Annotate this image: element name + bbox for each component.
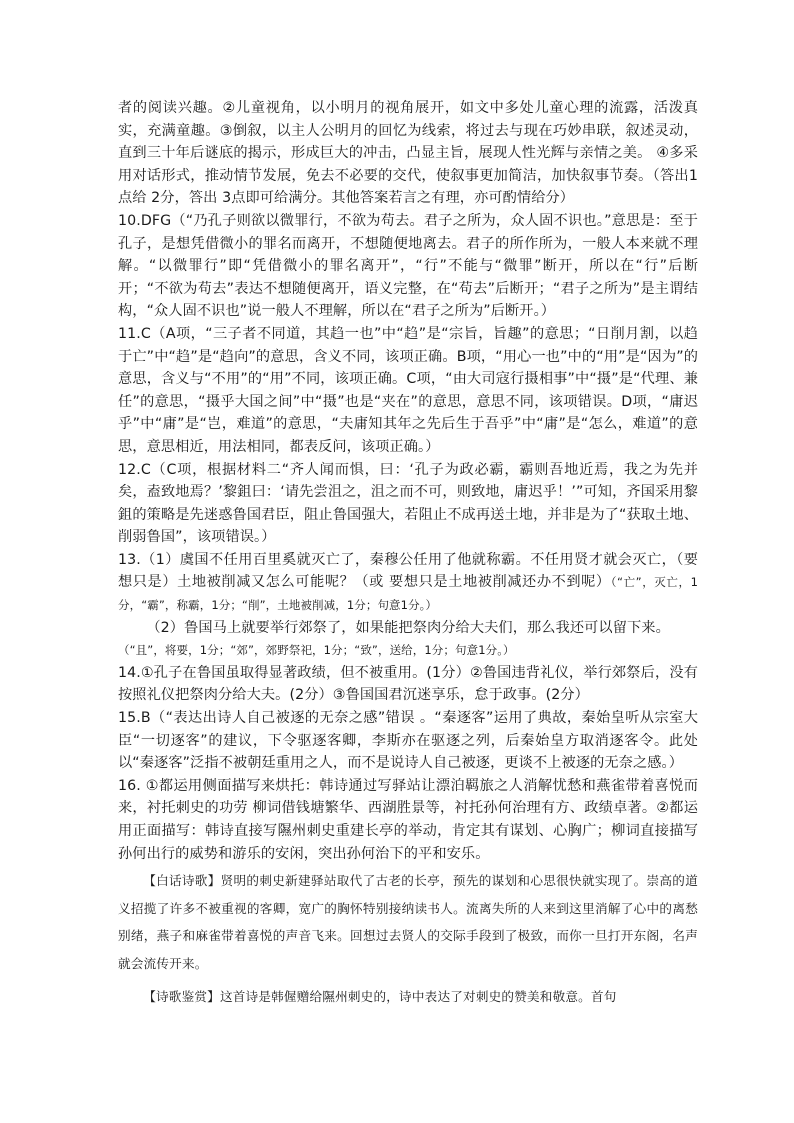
answer-9-continued: 者的阅读兴趣。②儿童视角，以小明月的视角展开，如文中多处儿童心理的流露，活泼真实，充满童趣。③倒叙，以主人公明月的回忆为线索，将过去与现在巧妙串联，叙述灵动，直到三十年后谜底的揭示，形成巨大的冲击，凸显主旨，展现人性光辉与亲情之美。 ④多采用对话形式，推动情节发展，免去不必要的交代，使叙事更加简洁，加快叙事节奏。（答出1点给 2分，答出 3点即可给满分。其他答案若言之有理，亦可酌情给分） [118, 100, 698, 207]
answer-11: 11.C（A项，“三子者不同道，其趋一也”中“趋”是“宗旨，旨趣”的意思；“日削月割，以趋于亡”中“趋”是“趋向”的意思，含义不同，该项正确。B项，“用心一也”中的“用”是“因为”的意思，含义与“不用”的“用”不同，该项正确。C项，“由大司寇行摄相事”中“摄”是“代理、兼任”的意思，“摄乎大国之间”中“摄”也是“夹在”的意思，意思不同，该项错误。D项，“庸迟乎”中“庸”是“岂，难道”的意思，“夫庸知其年之先后生于吾乎”中“庸”是“怎么，难道”的意思，意思相近，用法相同，都表反问，该项正确。） [118, 325, 698, 455]
answer-13-1-points: （“亡”，灭亡，1分，“霸”，称霸，1分；“削”，土地被削减，1分；句意1分。） [118, 575, 698, 613]
poem-appreciation: 【诗歌鉴赏】这首诗是韩偓赠给隰州刺史的，诗中表达了对刺史的赞美和敬意。首句 [143, 989, 617, 1005]
answer-10: 10.DFG（“乃孔子则欲以微罪行，不欲为苟去。君子之所为，众人固不识也。”意思是：至于孔子，是想凭借微小的罪名而离开，不想随便地离去。君子的所作所为，一般人本来就不理解。“以微罪行”即“凭借微小的罪名离开”，“行”不能与“微罪”断开，所以在“行”后断开；“不欲为苟去”表达不想随便离开，语义完整，在“苟去”后断开；“君子之所为”是主谓结构，“众人固不识也”说一般人不理解，所以在“君子之所为”后断开。） [118, 212, 698, 320]
answer-13-1-text: 13.（1）虞国不任用百里奚就灭亡了，秦穆公任用了他就称霸。不任用贤才就会灭亡，（要想只是）土地被削减又怎么可能呢？（或 要想只是土地被削减还办不到呢） [118, 551, 698, 591]
poem-translation: 【白话诗歌】贤明的刺史新建驿站取代了古老的长亭，预先的谋划和心思很快就实现了。崇高的道义招揽了许多不被重视的客卿，宽广的胸怀特别接纳读书人。流离失所的人来到这里消解了心中的离愁别绪，燕子和麻雀带着喜悦的声音飞来。回想过去贤人的交际手段到了极致，而你一旦打开东阁，名声就会流传开来。 [118, 873, 698, 971]
answer-13-2: （2）鲁国马上就要举行郊祭了，如果能把祭肉分给大夫们，那么我还可以留下来。 [146, 619, 670, 636]
answer-16: 16. ①都运用侧面描写来烘托：韩诗通过写驿站让漂泊羁旅之人消解忧愁和燕雀带着喜悦而来，衬托刺史的功劳 柳词借钱塘繁华、西湖胜景等，衬托孙何治理有方、政绩卓著。②都运用正面描写：韩诗直接写隰州刺史重建长亭的举动，肯定其有谋划、心胸广；柳词直接描写孙何出行的威势和游乐的安闲，突出孙何治下的平和安乐。 [118, 777, 698, 862]
answer-13-2-points: （“且”，将要，1分；“郊”，郊野祭祀，1分；“致”，送给，1分；句意1分。） [118, 643, 515, 658]
answer-13-1 [118, 549, 698, 617]
answer-key-body [118, 97, 698, 1011]
answer-12: 12.C（C项，根据材料二“齐人闻而惧，曰：‘孔子为政必霸，霸则吾地近焉，我之为先并矣，盍致地焉？’黎鉏曰：‘请先尝沮之，沮之而不可，则致地，庸迟乎！’”可知，齐国采用黎鉏的策略是先迷惑鲁国君臣，阻止鲁国强大，若阻止不成再送土地，并非是为了“获取土地、削弱鲁国”，该项错误。） [118, 461, 698, 546]
answer-14: 14.①孔子在鲁国虽取得显著政绩，但不被重用。(1分）②鲁国违背礼仪，举行郊祭后，没有按照礼仪把祭肉分给大夫。(2分）③鲁国国君沉迷享乐，怠于政事。(2分） [118, 664, 698, 704]
answer-15: 15.B（“表达出诗人自己被逐的无奈之感”错误 。“秦逐客”运用了典故，秦始皇听从宗室大臣“一切逐客”的建议，下令驱逐客卿，李斯亦在驱逐之列，后秦始皇方取消逐客令。此处以“秦逐客”泛指不被朝廷重用之人，而不是说诗人自己被逐，更谈不上被逐的无奈之感。） [118, 710, 698, 772]
